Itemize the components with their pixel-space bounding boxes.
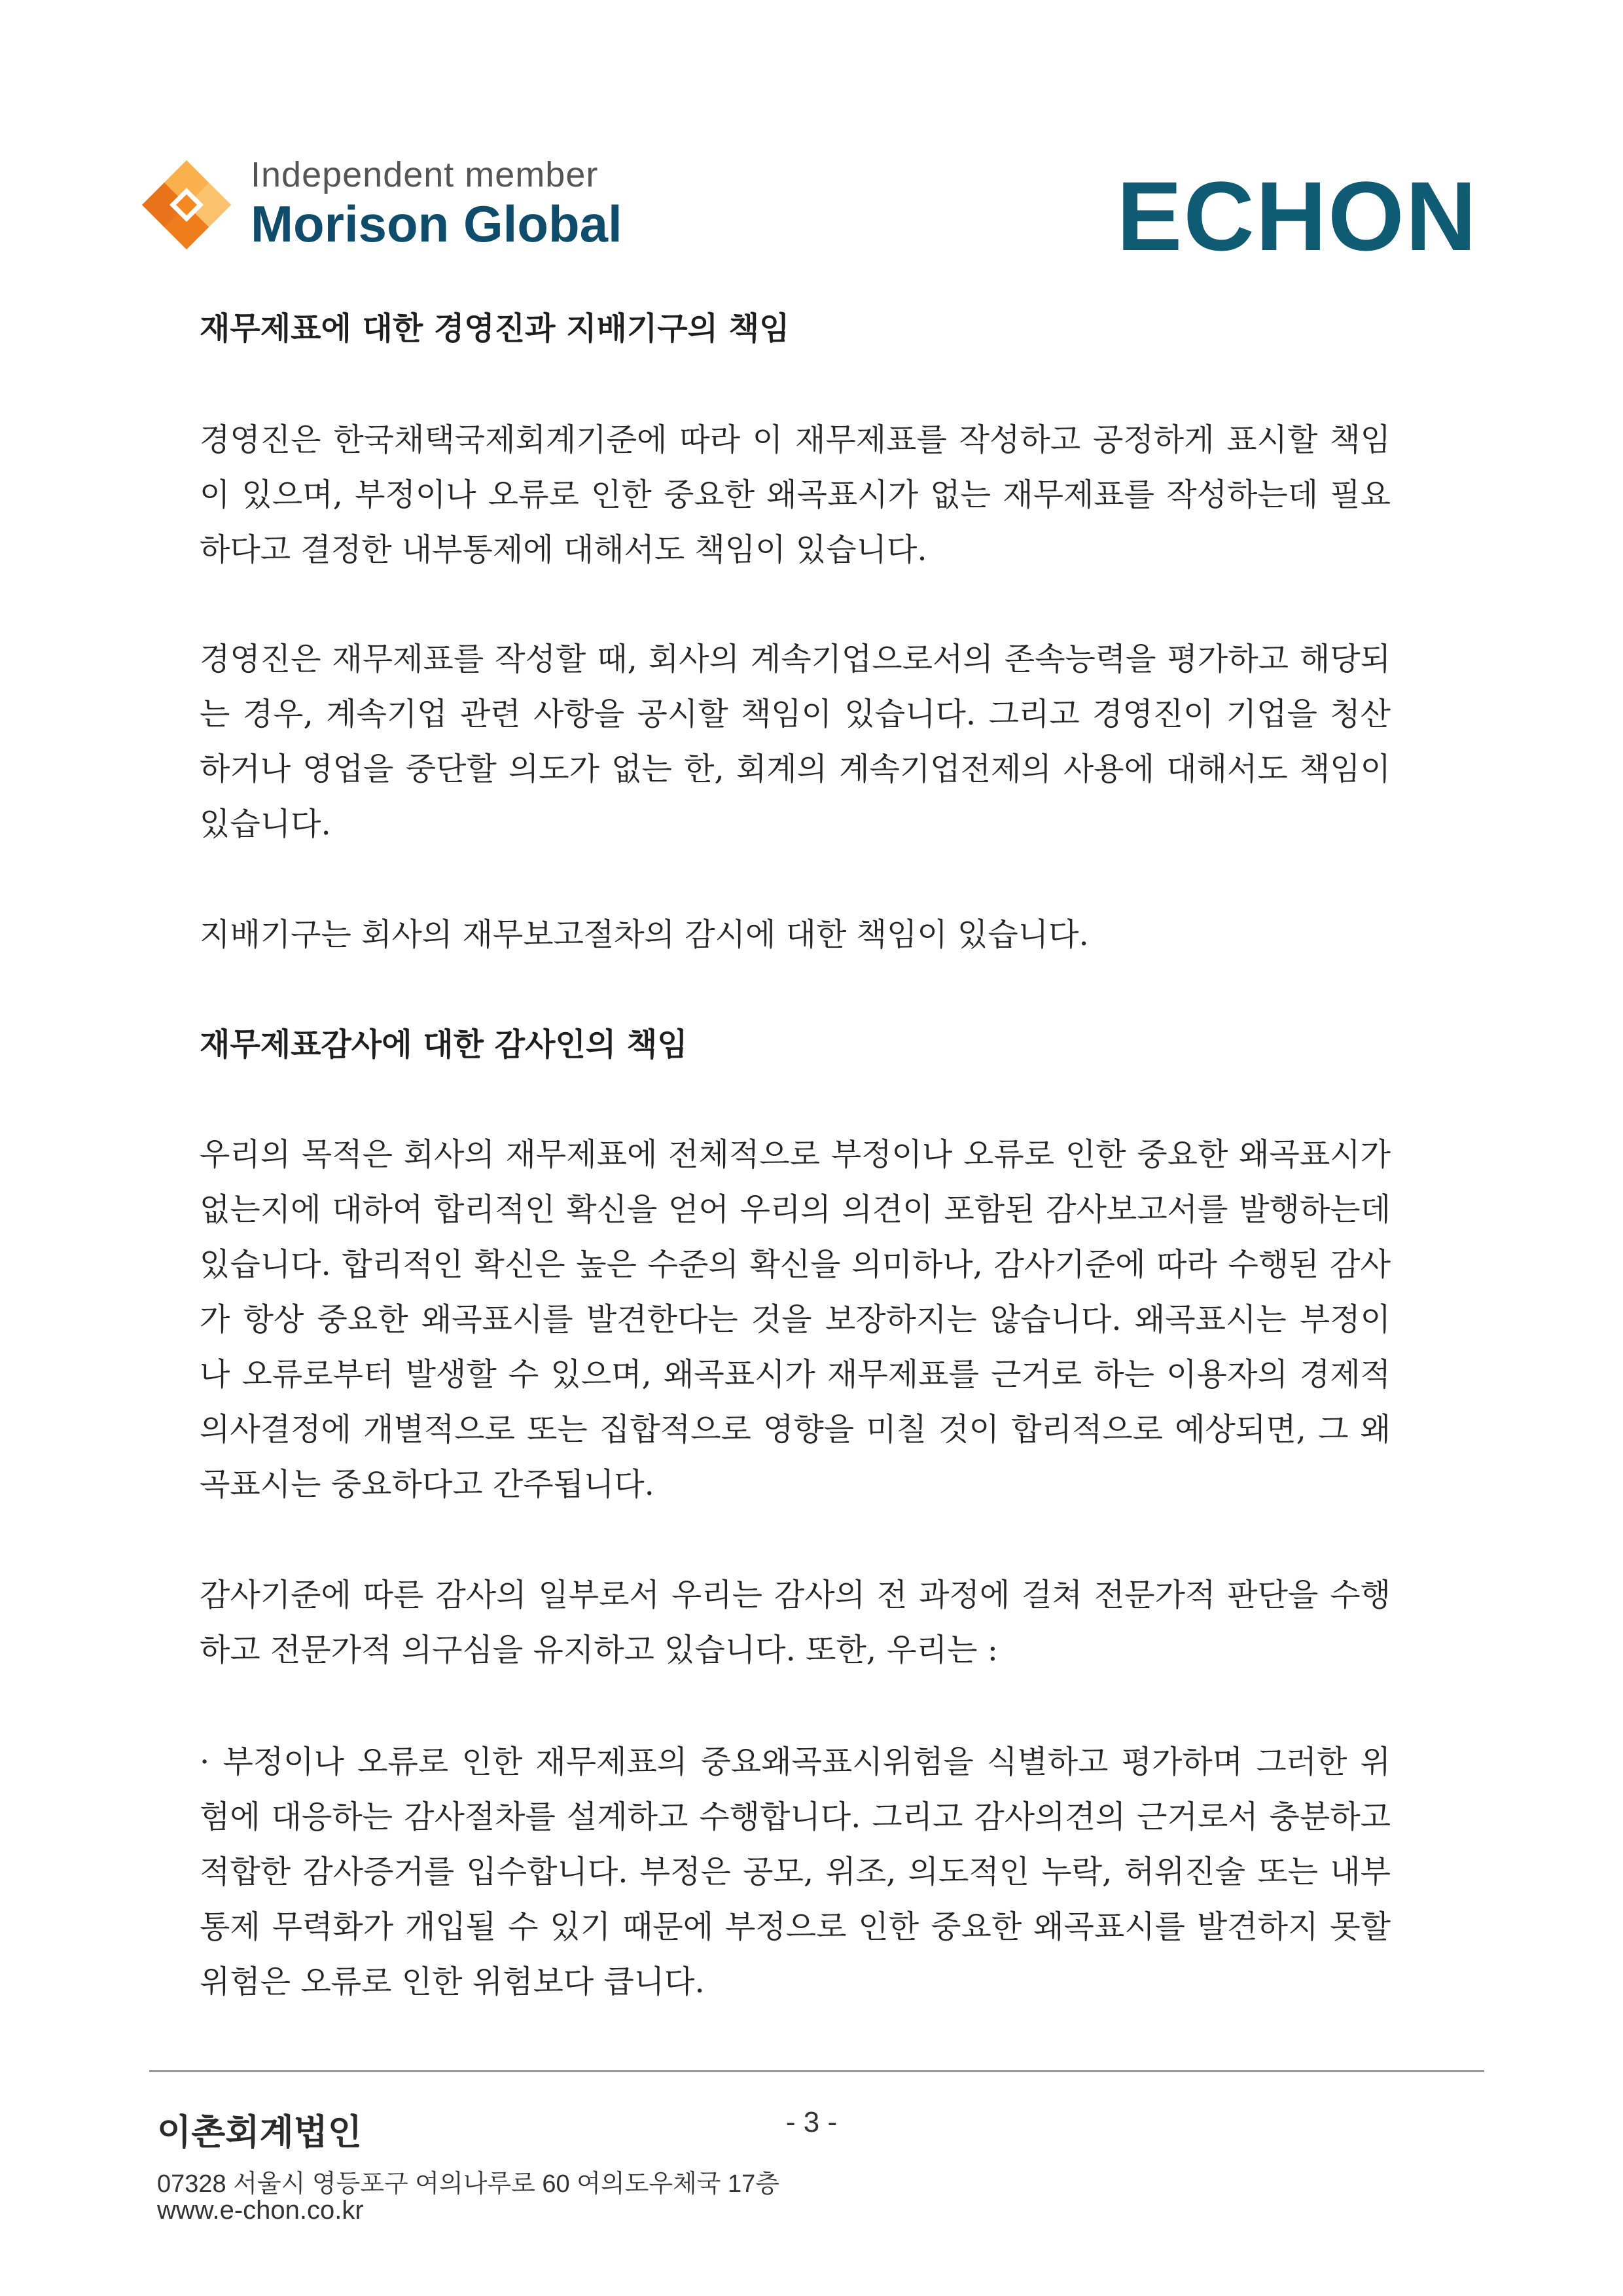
morison-global-logo: [141, 154, 658, 259]
echon-logo: ECHON: [1116, 161, 1478, 271]
footer-address: 07328 서울시 영등포구 여의나루로 60 여의도우체국 17층: [157, 2170, 780, 2198]
logo-brand-name: Morison Global: [251, 195, 622, 253]
morison-diamond-icon: [141, 159, 232, 251]
footer-website-link[interactable]: www.e-chon.co.kr: [157, 2196, 364, 2225]
footer-firm-name: 이촌회계법인: [157, 2113, 362, 2152]
paragraph-professional-judgment: 감사기준에 따른 감사의 일부로서 우리는 감사의 전 과정에 걸쳐 전문가적 판단을 수행하고 전문가적 의구심을 유지하고 있습니다. 또한, 우리는 :: [200, 1577, 1391, 1668]
paragraph-going-concern: 경영진은 재무제표를 작성할 때, 회사의 계속기업으로서의 존속능력을 평가하고 해당되는 경우, 계속기업 관련 사항을 공시할 책임이 있습니다. 그리고 경영진이 기업을 청산하거나 영업을 중단할 의도가 없는 한, 회계의 계속기업전제의 사용에 대해서도 책임이 있습니다.: [200, 641, 1391, 842]
footer-divider: [149, 2070, 1484, 2072]
section-heading-management-responsibility: 재무제표에 대한 경영진과 지배기구의 책임: [200, 310, 790, 347]
logo-tagline: Independent member: [251, 155, 599, 194]
paragraph-risk-assessment: · 부정이나 오류로 인한 재무제표의 중요왜곡표시위험을 식별하고 평가하며 그러한 위험에 대응하는 감사절차를 설계하고 수행합니다. 그리고 감사의견의 근거로서 충분하고 적합한 감사증거를 입수합니다. 부정은 공모, 위조, 의도적인 누락, 허위진술 또는 내부통제 무력화가 개입될 수 있기 때문에 부정으로 인한 중요한 왜곡표시를 발견하지 못할 위험은 오류로 인한 위험보다 큽니다.: [200, 1744, 1391, 2000]
section-heading-auditor-responsibility: 재무제표감사에 대한 감사인의 책임: [200, 1026, 688, 1063]
paragraph-management-responsibility: 경영진은 한국채택국제회계기준에 따라 이 재무제표를 작성하고 공정하게 표시할 책임이 있으며, 부정이나 오류로 인한 중요한 왜곡표시가 없는 재무제표를 작성하는데 필요하다고 결정한 내부통제에 대해서도 책임이 있습니다.: [200, 422, 1391, 568]
page-number: - 3 -: [785, 2106, 838, 2138]
paragraph-governance: 지배기구는 회사의 재무보고절차의 감시에 대한 책임이 있습니다.: [200, 916, 1089, 953]
paragraph-audit-objective: 우리의 목적은 회사의 재무제표에 전체적으로 부정이나 오류로 인한 중요한 왜곡표시가 없는지에 대하여 합리적인 확신을 얻어 우리의 의견이 포함된 감사보고서를 발행하는데 있습니다. 합리적인 확신은 높은 수준의 확신을 의미하나, 감사기준에 따라 수행된 감사가 항상 중요한 왜곡표시를 발견한다는 것을 보장하지는 않습니다. 왜곡표시는 부정이나 오류로부터 발생할 수 있으며, 왜곡표시가 재무제표를 근거로 하는 이용자의 경제적 의사결정에 개별적으로 또는 집합적으로 영향을 미칠 것이 합리적으로 예상되면, 그 왜곡표시는 중요하다고 간주됩니다.: [200, 1136, 1391, 1503]
